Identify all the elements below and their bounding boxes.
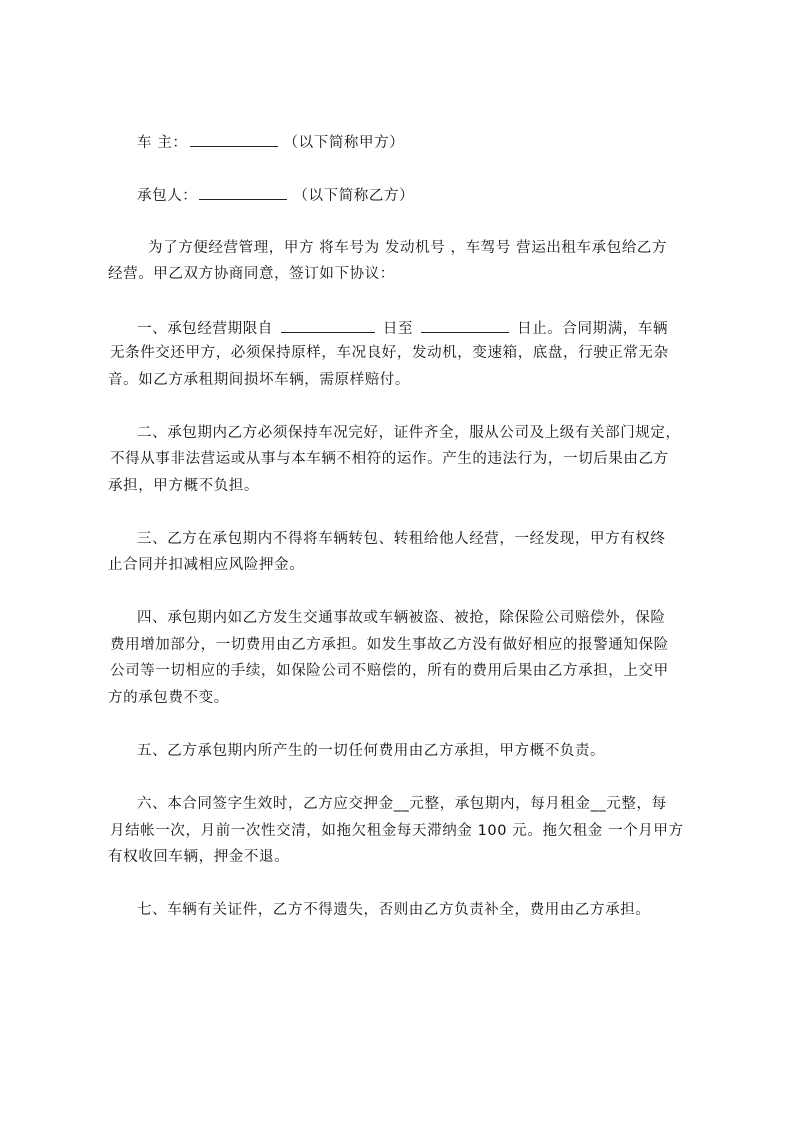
owner-label: 车 主： [137,135,188,151]
clause-1-part-b: 日至 [382,321,414,337]
end-date-blank [421,317,509,333]
intro-line-2: 经营。甲乙双方协商同意，签订如下协议： [108,266,395,282]
clause-4-line-2: 费用增加部分，一切费用由乙方承担。如发生事故乙方没有做好相应的报警通知保险 [110,637,669,653]
start-date-blank [281,317,375,333]
owner-line [137,131,404,153]
contractor-label: 承包人： [137,188,198,204]
clause-3-line-1: 三、乙方在承包期内不得将车辆转包、转租给他人经营，一经发现，甲方有权终 [137,531,666,547]
clause-2-line-3: 承担，甲方概不负担。 [108,478,259,494]
clause-7-line-1: 七、车辆有关证件，乙方不得遗失，否则由乙方负责补全，费用由乙方承担。 [137,902,651,918]
clause-2-line-1: 二、承包期内乙方必须保持车况完好，证件齐全，服从公司及上级有关部门规定， [137,425,681,441]
clause-5-line-1: 五、乙方承包期内所产生的一切任何费用由乙方承担，甲方概不负责。 [137,743,606,759]
clause-1-line-3: 音。如乙方承租期间损坏车辆，需原样赔付。 [108,372,410,388]
owner-blank [190,131,278,147]
contractor-blank [199,184,287,200]
clause-1-line-1 [137,317,668,339]
clause-4-line-3: 公司等一切相应的手续，如保险公司不赔偿的，所有的费用后果由乙方承担，上交甲 [110,663,669,679]
clause-2-line-2: 不得从事非法营运或从事与本车辆不相符的运作。产生的违法行为，一切后果由乙方 [110,451,669,467]
contractor-suffix: （以下简称乙方） [293,188,415,204]
clause-1-part-a: 一、承包经营期限自 [137,321,273,337]
clause-3-line-2: 止合同并扣减相应风险押金。 [108,557,305,573]
clause-6-line-3: 有权收回车辆，押金不退。 [108,849,290,865]
clause-4-line-1: 四、承包期内如乙方发生交通事故或车辆被盗、被抢，除保险公司赔偿外，保险 [137,610,666,626]
clause-1-line-2: 无条件交还甲方，必须保持原样，车况良好，发动机，变速箱，底盘，行驶正常无杂 [110,345,669,361]
contractor-line [137,184,414,206]
clause-1-part-c: 日止。合同期满，车辆 [517,321,669,337]
owner-suffix: （以下简称甲方） [283,135,405,151]
intro-line-1: 为了方便经营管理，甲方 将车号为 发动机号 ，车驾号 营运出租车承包给乙方 [148,240,668,256]
clause-6-line-2: 月结帐一次，月前一次性交清，如拖欠租金每天滞纳金 100 元。拖欠租金 一个月甲方 [110,823,684,839]
clause-6-line-1: 六、本合同签字生效时，乙方应交押金__元整，承包期内，每月租金__元整，每 [137,796,667,812]
clause-4-line-4: 方的承包费不变。 [108,690,229,706]
